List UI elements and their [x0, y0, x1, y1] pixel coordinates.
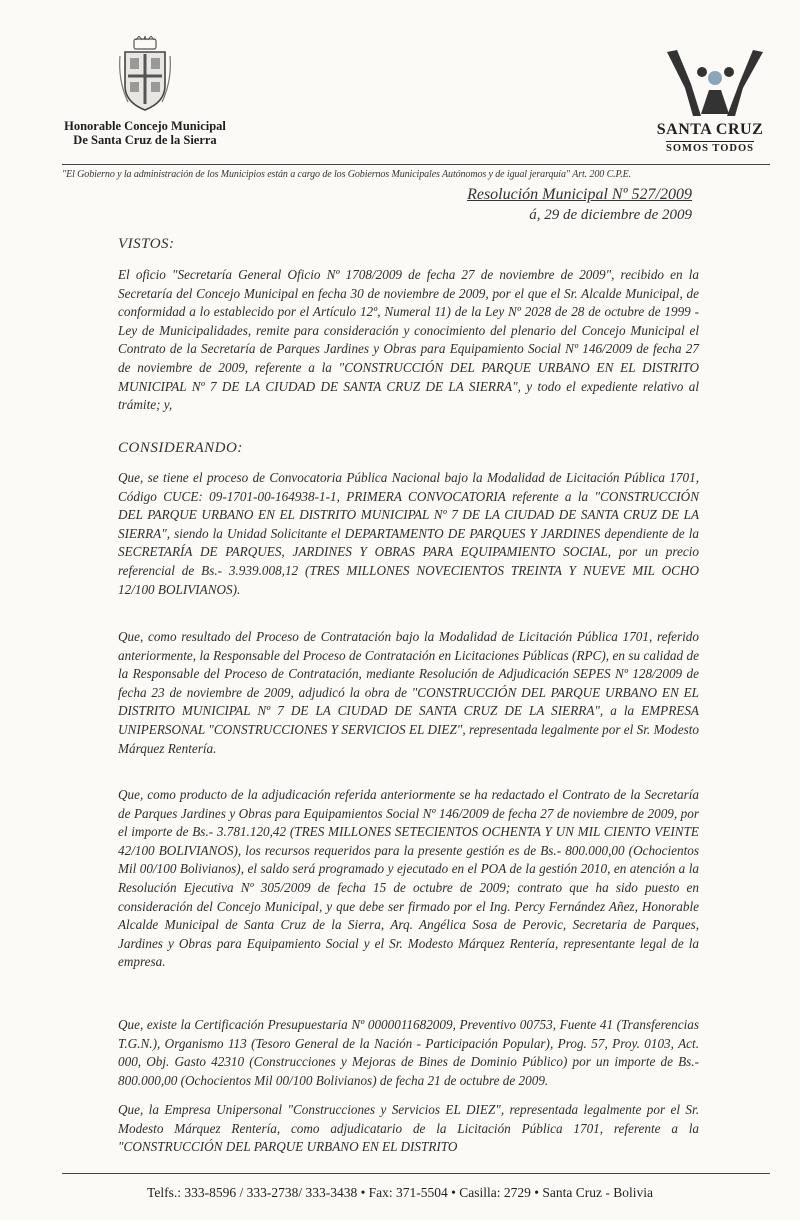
- considerando-heading: CONSIDERANDO:: [118, 440, 243, 456]
- paragraph-considerando-3: Que, como producto de la adjudicación referida anteriormente se ha redactado el Contrato de la Secretaría de Parques Jardines y Obras para Equipamientos Social Nº 146/2009 de fecha 27 de noviembre de 2009, por el importe de Bs.- 3.781.120,42 (TRES MILLONES SETECIENTOS OCHENTA Y UN MIL CIENTO VEINTE 42/100 BOLIVIANOS), los recursos requeridos para la presente gestión es de Bs.- 800.000,00 (Ochocientos Mil 00/100 Bolivianos), el saldo será programado y ejecutado en el POA de la gestión 2010, en atención a la Resolución Ejecutiva Nº 305/2009 de fecha 15 de octubre de 2009; contrato que ha sido puesto en consideración del Concejo Municipal, y que debe ser firmado por el Ing. Percy Fernández Añez, Honorable Alcalde Municipal de Santa Cruz de la Sierra, Arq. Angélica Sosa de Perovic, Secretaria de Parques, Jardines y Obras para Equipamiento Social y el Sr. Modesto Márquez Rentería, representante legal de la empresa.: [118, 787, 699, 970]
- resolution-title: Resolución Municipal Nº 527/2009: [467, 186, 692, 203]
- resolution-date: á, 29 de diciembre de 2009: [529, 207, 692, 223]
- brand-tagline: SOMOS TODOS: [666, 143, 754, 154]
- coat-of-arms-logo: [118, 36, 172, 116]
- council-name: [40, 119, 250, 147]
- council-line-1: Honorable Concejo Municipal: [64, 119, 226, 133]
- paragraph-considerando-1: Que, se tiene el proceso de Convocatoria Pública Nacional bajo la Modalidad de Licitación Pública 1701, Código CUCE: 09-1701-00-164938-1-1, PRIMERA CONVOCATORIA referente a la "CONSTRUCCIÓN DEL PARQUE URBANO EN EL DISTRITO MUNICIPAL Nº 7 DE LA CIUDAD DE SANTA CRUZ DE LA SIERRA", siendo la Unidad Solicitante el DEPARTAMENTO DE PARQUES Y JARDINES dependiente de la SECRETARÍA DE PARQUES, JARDINES Y OBRAS PARA EQUIPAMIENTO SOCIAL, por un precio referencial de Bs.- 3.939.008,12 (TRES MILLONES NOVECIENTOS TREINTA Y NUEVE MIL OCHO 12/100 BOLIVIANOS).: [118, 470, 699, 597]
- footer-divider: [62, 1173, 770, 1174]
- council-line-2: De Santa Cruz de la Sierra: [73, 133, 217, 147]
- paragraph-vistos: El oficio "Secretaría General Oficio Nº 1708/2009 de fecha 27 de noviembre de 2009", recibido en la Secretaría del Concejo Municipal en fecha 30 de noviembre de 2009, por el que el Sr. Alcalde Municipal, de conformidad a lo establecido por el Artículo 12º, Numeral 11) de la Ley Nº 2028 de 28 de octubre de 1999 - Ley de Municipalidades, remite para consideración y conocimiento del plenario del Concejo Municipal el Contrato de la Secretaría de Parques Jardines y Obras para Equipamiento Social Nº 146/2009 de fecha 27 de noviembre de 2009, referente a la "CONSTRUCCIÓN DEL PARQUE URBANO EN EL DISTRITO MUNICIPAL Nº 7 DE LA CIUDAD DE SANTA CRUZ DE LA SIERRA", y todo el expediente relativo al trámite; y,: [118, 267, 699, 413]
- paragraph-considerando-4: Que, existe la Certificación Presupuestaria Nº 0000011682009, Preventivo 00753, Fuente 41 (Transferencias T.G.N.), Organismo 113 (Tesoro General de la Nación - Participación Popular), Prog. 57, Proy. 0103, Act. 000, Obj. Gasto 42310 (Construcciones y Mejoras de Bines de Dominio Público) por un importe de Bs.- 800.000,00 (Ochocientos Mil 00/100 Bolivianos) de fecha 21 de octubre de 2009.: [118, 1017, 699, 1088]
- paragraph-considerando-5: Que, la Empresa Unipersonal "Construcciones y Servicios EL DIEZ", representada legalmente por el Sr. Modesto Márquez Rentería, como adjudicatario de la Licitación Pública 1701, referente a la "CONSTRUCCIÓN DEL PARQUE URBANO EN EL DISTRITO: [118, 1102, 699, 1155]
- santa-cruz-logo: [655, 48, 775, 118]
- footer-contact: Telfs.: 333-8596 / 333-2738/ 333-3438 • Fax: 371-5504 • Casilla: 2729 • Santa Cruz - Bolivia: [147, 1185, 653, 1200]
- santa-cruz-brand: [640, 122, 780, 156]
- vistos-heading: VISTOS:: [118, 236, 175, 252]
- paragraph-considerando-2: Que, como resultado del Proceso de Contratación bajo la Modalidad de Licitación Pública 1701, referido anteriormente, la Responsable del Proceso de Contratación en Licitaciones Públicas (RPC), en su calidad de la Responsable del Proceso de Contratación, mediante Resolución de Adjudicación SEPES Nº 128/2009 de fecha 23 de noviembre de 2009, adjudicó la obra de "CONSTRUCCIÓN DEL PARQUE URBANO EN EL DISTRITO MUNICIPAL Nº 7 DE LA CIUDAD DE SANTA CRUZ DE LA SIERRA", a la EMPRESA UNIPERSONAL "CONSTRUCCIONES Y SERVICIOS EL DIEZ", representada legalmente por el Sr. Modesto Márquez Rentería.: [118, 629, 699, 756]
- constitution-quote: "El Gobierno y la administración de los Municipios están a cargo de los Gobiernos Municipales Autónomos y de igual jerarquía" Art. 200 C.P.E.: [62, 169, 632, 180]
- brand-name: SANTA CRUZ: [656, 121, 764, 138]
- header-divider: [62, 164, 770, 165]
